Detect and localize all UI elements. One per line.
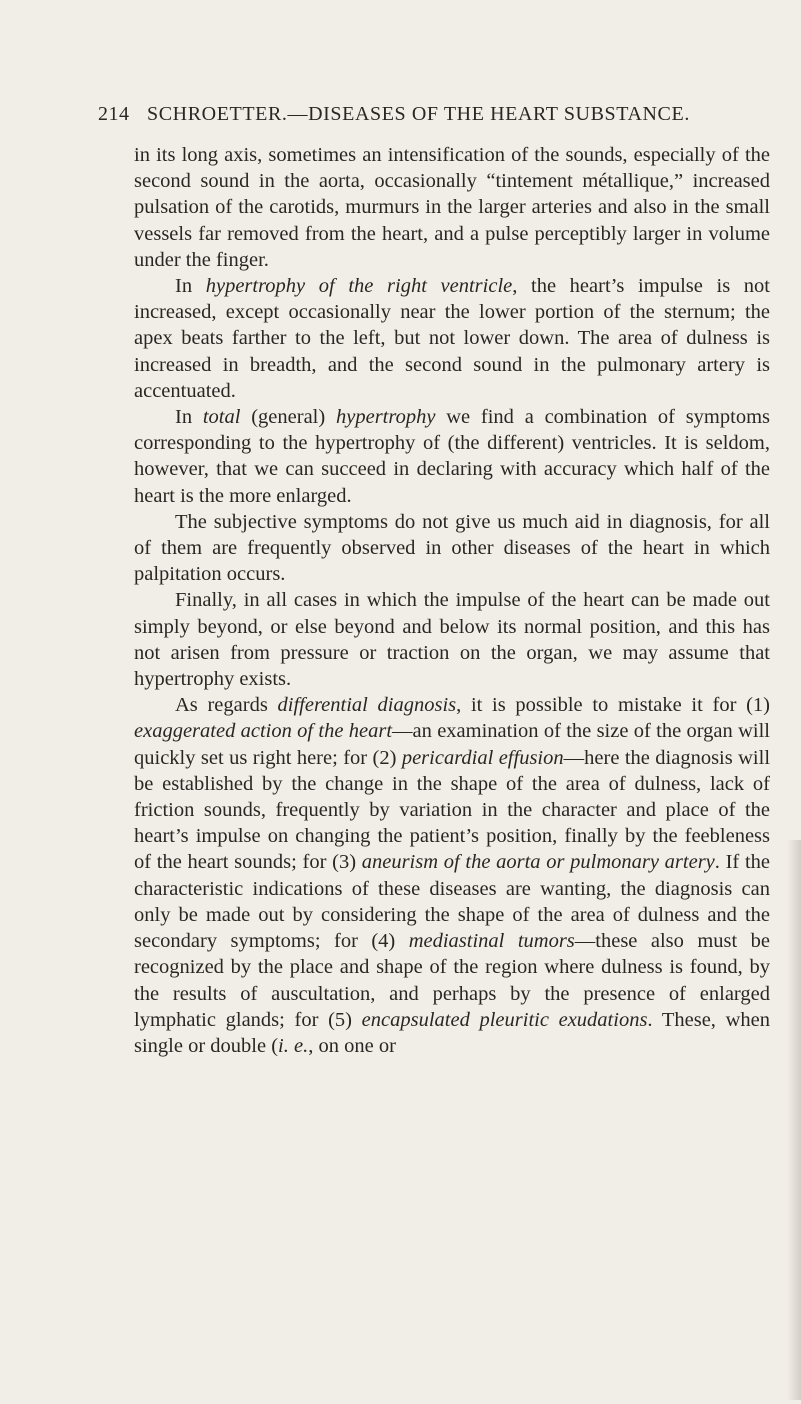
text-run: , the heart’s impulse is not increased, except occasionally near the lower portion of the sternum; the apex beats farther to the left, but not lower down. The area of dulness is increased in breadth, and the second sound in the pulmonary artery is accentuated. xyxy=(134,275,770,402)
paragraph-differential-diagnosis xyxy=(134,692,770,1059)
body-text xyxy=(134,142,770,1059)
text-run: —here the diagnosis will be established by the change in the shape of the area of dulness, lack of friction sounds, frequently by variation in the character and place of the heart’s impulse on changing the patient’s position, finally by the feebleness of the heart sounds; for (3) xyxy=(134,746,771,874)
italic-term: pericardial effusion xyxy=(401,746,564,769)
italic-term: mediastinal tumors xyxy=(408,930,575,953)
paragraph-total-hypertrophy xyxy=(134,404,770,509)
text-run: . If the characteristic indications of these diseases are wanting, the diagnosis can only be made out by considering the shape of the area of dulness and the secondary symptoms; for (4) xyxy=(134,851,770,953)
text-run: (general) xyxy=(240,406,336,429)
text-run: , it is possible to mistake it for (1) xyxy=(456,694,771,717)
paragraph-right-ventricle xyxy=(134,273,770,404)
text-run: , on one or xyxy=(308,1034,396,1057)
italic-term: hypertrophy xyxy=(336,406,436,429)
text-run: . These, when single or double ( xyxy=(134,1008,770,1057)
text-run: In xyxy=(175,275,206,298)
italic-term: total xyxy=(202,406,241,429)
text-run: we find a combination of symptoms corresponding to the hypertrophy of (the different) ventricles. It is seldom, however, that we can succeed in declaring with accuracy which half of the heart is the more enlarged. xyxy=(134,406,770,507)
text-run: As regards xyxy=(175,694,278,717)
paragraph-finally: Finally, in all cases in which the impulse of the heart can be made out simply beyond, or else beyond and below its normal position, and this has not arisen from pressure or traction on the organ, we may assume that hypertrophy exists. xyxy=(134,589,770,691)
running-title: SCHROETTER.—DISEASES OF THE HEART SUBSTANCE. xyxy=(147,103,690,125)
page-number: 214 xyxy=(98,103,130,125)
italic-term: encapsulated pleuritic exudations xyxy=(361,1008,648,1031)
paragraph-subjective-symptoms: The subjective symptoms do not give us much aid in diagnosis, for all of them are frequently observed in other diseases of the heart in which palpitation occurs. xyxy=(134,510,770,586)
italic-term: differential diagnosis xyxy=(277,694,457,717)
text-run: —these also must be recognized by the place and shape of the region where dulness is found, by the results of auscultation, and perhaps by the presence of enlarged lymphatic glands; for (5) xyxy=(134,930,770,1031)
page-edge-shadow xyxy=(787,840,801,1400)
paragraph-continuation: in its long axis, sometimes an intensification of the sounds, especially of the second sound in the aorta, occasionally “tintement métallique,” increased pulsation of the carotids, murmurs in the larger arteries and also in the small vessels far removed from the heart, and a pulse perceptibly larger in volume under the finger. xyxy=(134,144,770,271)
running-header xyxy=(98,103,761,133)
italic-term: exaggerated action of the heart xyxy=(134,720,393,743)
italic-term: i. e. xyxy=(278,1034,309,1057)
text-run: —an examination of the size of the organ will quickly set us right here; for (2) xyxy=(134,720,770,769)
italic-term: aneurism of the aorta or pulmonary artery xyxy=(361,851,715,874)
text-run: In xyxy=(175,406,203,429)
italic-term: hypertrophy of the right ventricle xyxy=(205,275,513,298)
